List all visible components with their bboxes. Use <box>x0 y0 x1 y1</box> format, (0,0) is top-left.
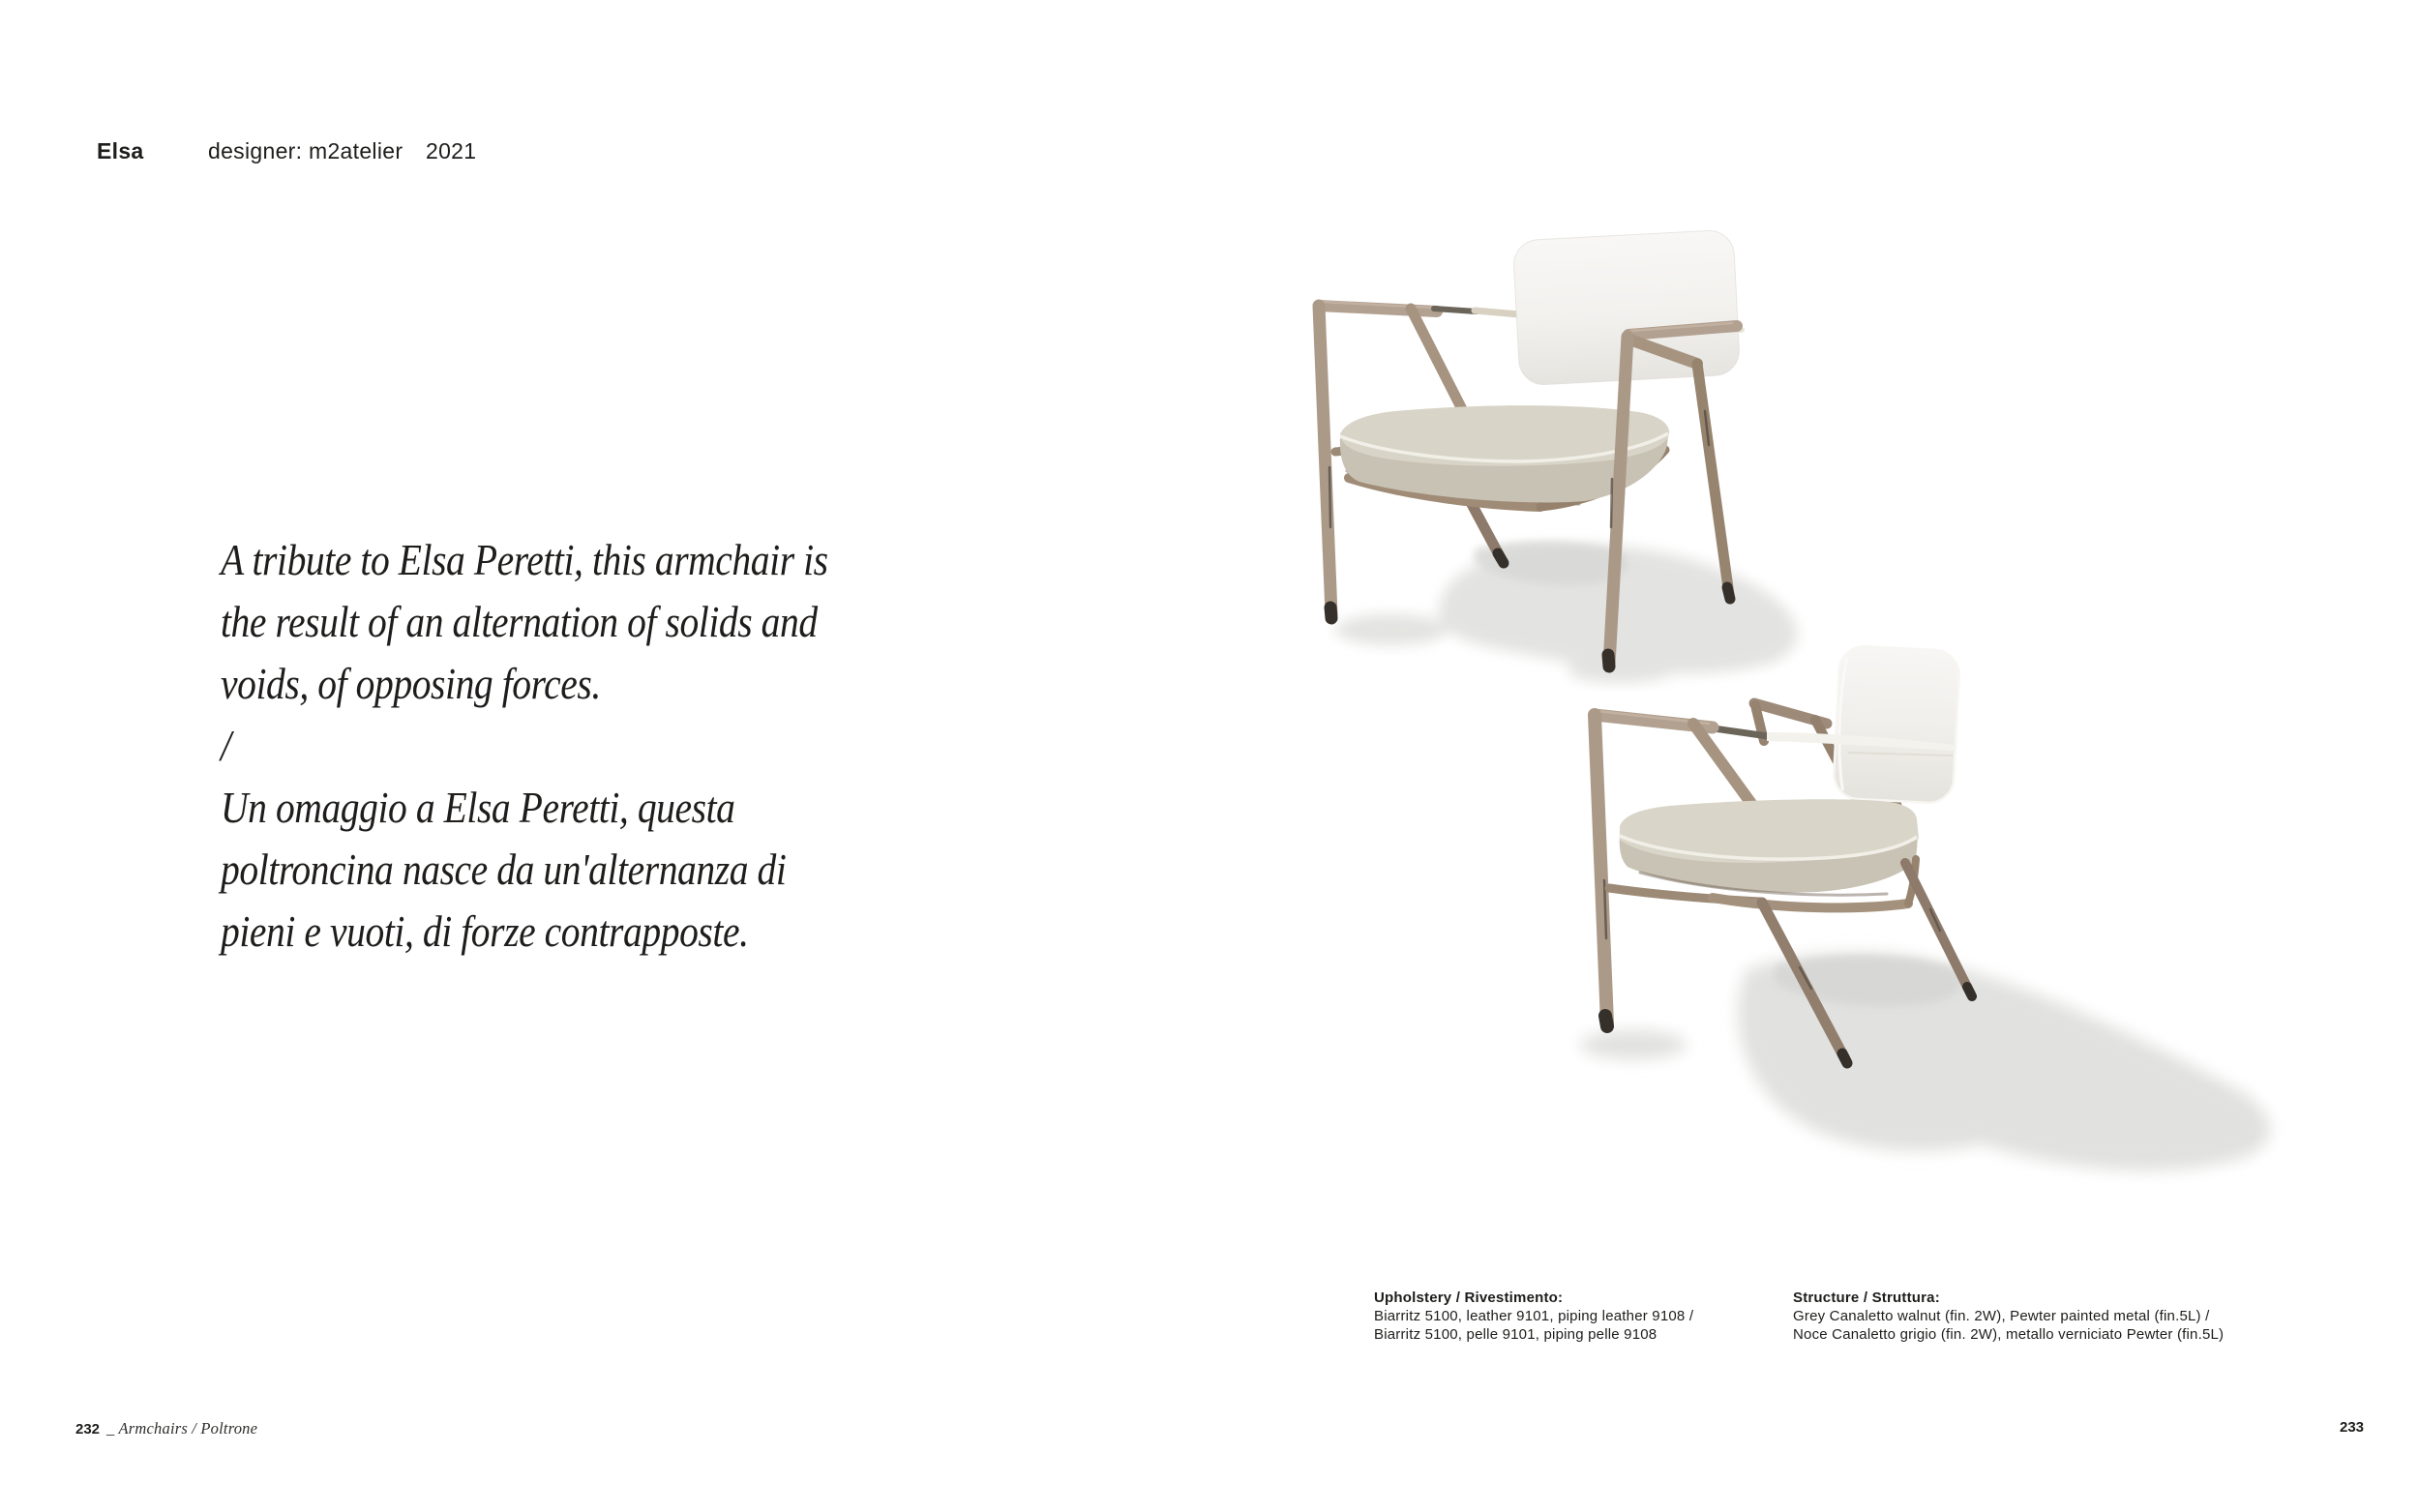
page-number-left: 232 <box>75 1421 101 1438</box>
description-line: pieni e vuoti, di forze contrapposte. <box>221 906 749 956</box>
description-block <box>221 529 828 963</box>
description-line: the result of an alternation of solids and <box>221 597 818 646</box>
spec-structure-title: Structure / Struttura: <box>1793 1290 1940 1306</box>
spec-structure-line: Noce Canaletto grigio (fin. 2W), metallo verniciato Pewter (fin.5L) <box>1793 1326 2225 1343</box>
description-line: poltroncina nasce da un'alternanza di <box>221 845 787 894</box>
spec-upholstery-line: Biarritz 5100, pelle 9101, piping pelle 9108 <box>1374 1326 1657 1343</box>
pewter-rod <box>1434 309 1519 314</box>
year-label: 2021 <box>426 138 477 163</box>
spec-upholstery-title: Upholstery / Rivestimento: <box>1374 1290 1564 1306</box>
description-line: voids, of opposing forces. <box>221 659 601 708</box>
slash-separator: / <box>221 721 231 770</box>
product-name: Elsa <box>97 138 144 163</box>
designer-credit: designer: m2atelier <box>208 138 403 163</box>
spec-upholstery <box>1374 1289 1790 1344</box>
description-line: A tribute to Elsa Peretti, this armchair is <box>221 535 828 584</box>
spec-upholstery-line: Biarritz 5100, leather 9101, piping leather 9108 / <box>1374 1308 1694 1324</box>
section-label: _ Armchairs / Poltrone <box>106 1419 258 1438</box>
footer-left <box>75 1419 257 1438</box>
chair-photo-back <box>1568 619 2303 1200</box>
spec-structure <box>1793 1289 2335 1344</box>
page-number-right: 233 <box>2340 1419 2365 1436</box>
description-line: Un omaggio a Elsa Peretti, questa <box>221 783 735 832</box>
spec-structure-line: Grey Canaletto walnut (fin. 2W), Pewter painted metal (fin.5L) / <box>1793 1308 2210 1324</box>
backrest-panel <box>1833 645 1960 804</box>
